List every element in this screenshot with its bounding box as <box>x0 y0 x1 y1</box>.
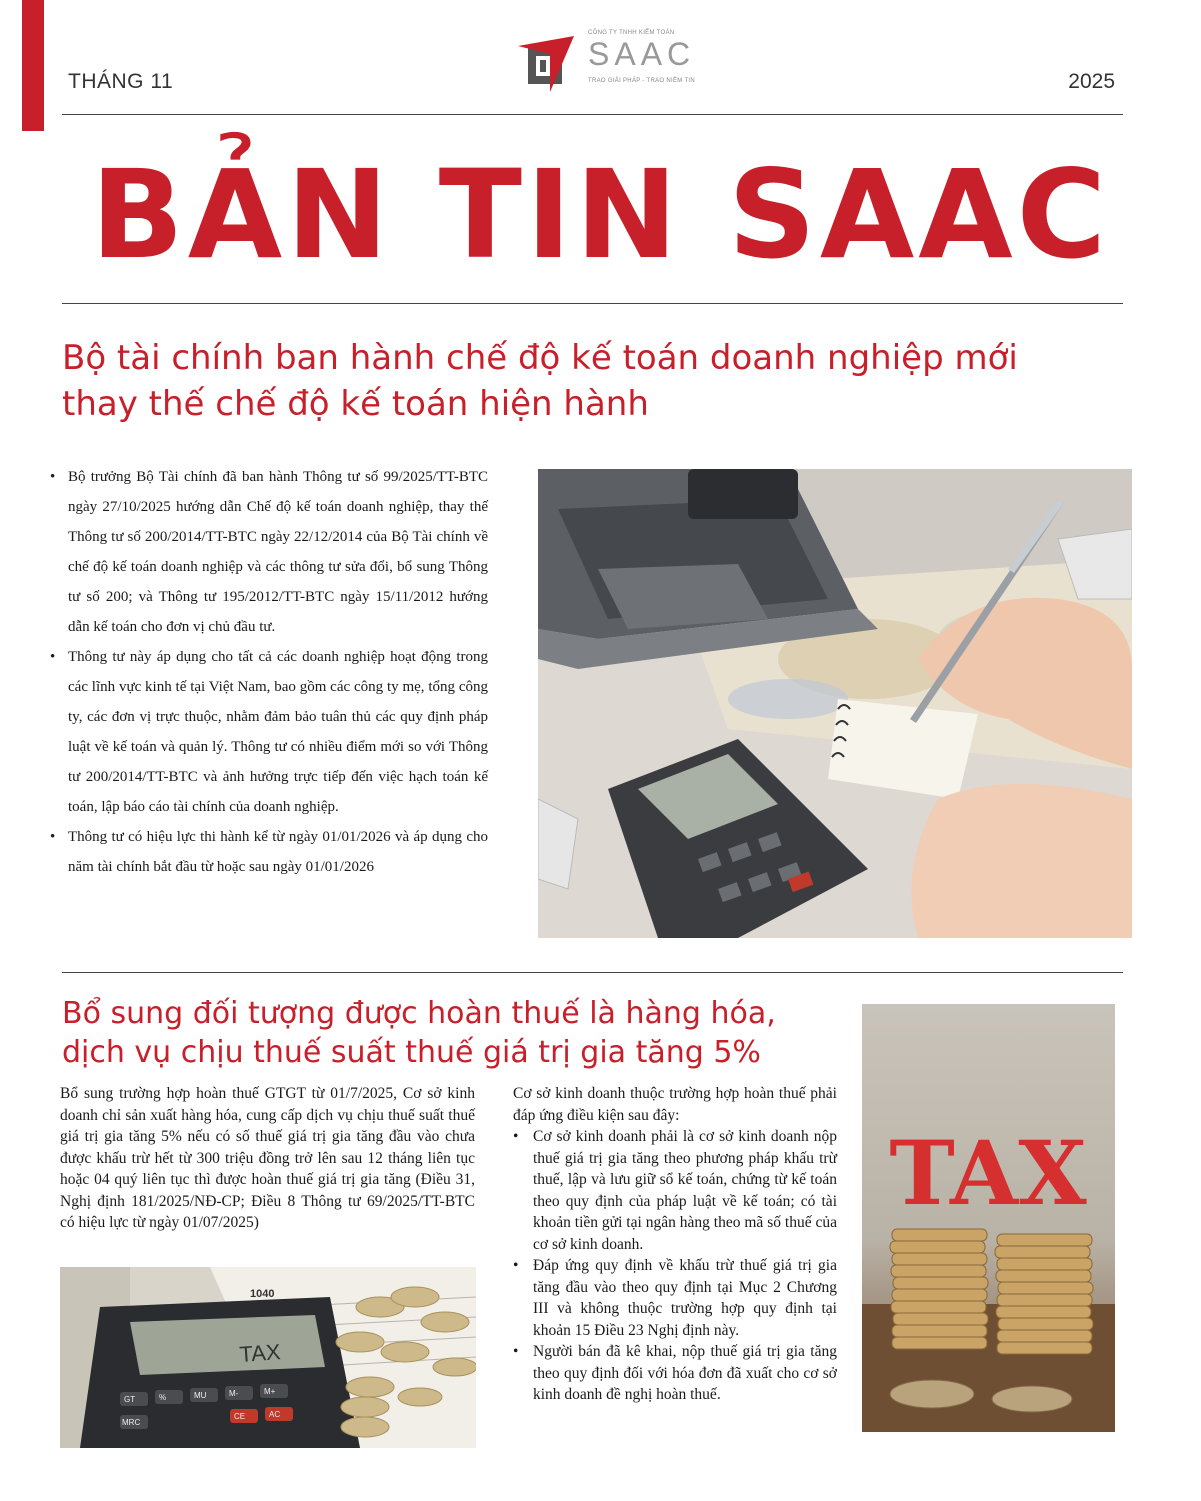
article1-heading-line1: Bộ tài chính ban hành chế độ kế toán doanh nghiệp mới <box>62 338 1018 378</box>
article2-heading <box>62 994 842 1072</box>
key-mu: MU <box>194 1391 207 1400</box>
issue-year: 2025 <box>1068 70 1115 93</box>
calculator-screen-text: TAX <box>238 1339 282 1367</box>
key-m-plus: M+ <box>264 1387 276 1396</box>
key-gt: GT <box>124 1395 136 1404</box>
condition-item: • Đáp ứng quy định về khấu trừ thuế giá trị gia tăng đầu vào theo quy định tại Mục 2 Chương III và không thuộc trường hợp quy định tại khoản 15 Điều 23 Nghị định này. <box>533 1255 837 1341</box>
title-divider <box>62 303 1123 304</box>
article2-paragraph: Bổ sung trường hợp hoàn thuế GTGT từ 01/7/2025, Cơ sở kinh doanh chỉ sản xuất hàng hóa, cung cấp dịch vụ chịu thuế suất thuế giá trị gia tăng 5% nếu có số thuế giá trị gia tăng đầu vào chưa được khấu trừ hết từ 300 triệu đồng trở lên sau 12 tháng liên tục hoặc 04 quý liên tục thì được hoàn thuế giá trị gia tăng (Điều 31, Nghị định 181/2025/NĐ-CP; Điều 8 Thông tư 69/2025/TT-BTC có hiệu lực từ ngày 01/07/2025) <box>60 1085 475 1231</box>
logo-name: SAAC <box>588 36 696 72</box>
article1-body <box>50 462 488 882</box>
accounting-photo <box>538 469 1132 938</box>
key-ac: AC <box>269 1410 281 1419</box>
tax-coins-photo <box>862 1004 1115 1432</box>
article1-bullet: • Bộ trưởng Bộ Tài chính đã ban hành Thông tư số 99/2025/TT-BTC ngày 27/10/2025 hướng dẫn Chế độ kế toán doanh nghiệp, thay thế Thông tư số 200/2014/TT-BTC ngày 22/12/2014 của Bộ Tài chính về chế độ kế toán doanh nghiệp và các thông tư sửa đổi, bổ sung Thông tư số 200; và Thông tư 195/2012/TT-BTC ngày 15/11/2012 hướng dẫn kế toán cho đơn vị chủ đầu tư. <box>68 462 488 642</box>
article2-conditions <box>513 1083 837 1406</box>
key-m-minus: M- <box>229 1389 239 1398</box>
key-mrc: MRC <box>122 1418 141 1427</box>
saac-logo-icon <box>516 34 578 94</box>
saac-logo <box>516 30 696 94</box>
tax-letters: TAX <box>889 1121 1087 1225</box>
logo-company-line: CÔNG TY TNHH KIỂM TOÁN <box>588 30 675 36</box>
condition-item: • Cơ sở kinh doanh phải là cơ sở kinh doanh nộp thuế giá trị gia tăng theo phương pháp khấu trừ thuế, lập và lưu giữ sổ kế toán, chứng từ kế toán theo quy định của pháp luật về kế toán; có tài khoản tiền gửi tại ngân hàng theo mã số thuế của cơ sở kinh doanh. <box>533 1126 837 1255</box>
newsletter-title: BẢN TIN SAAC <box>90 144 1111 286</box>
article1-heading-line2: thay thế chế độ kế toán hiện hành <box>62 384 649 424</box>
key-percent: % <box>159 1393 167 1402</box>
article1-heading <box>62 335 1172 427</box>
red-accent-bar <box>22 0 44 131</box>
article-divider <box>62 972 1123 973</box>
key-ce: CE <box>234 1412 246 1421</box>
issue-month: THÁNG 11 <box>68 70 174 93</box>
form-number: 1040 <box>250 1288 275 1300</box>
article1-bullet: • Thông tư có hiệu lực thi hành kể từ ngày 01/01/2026 và áp dụng cho năm tài chính bắt đầu từ hoặc sau ngày 01/01/2026 <box>68 822 488 882</box>
condition-item: • Người bán đã kê khai, nộp thuế giá trị gia tăng theo quy định đối với hóa đơn đã xuất cho cơ sở kinh doanh đề nghị hoàn thuế. <box>533 1341 837 1406</box>
tax-calculator-photo <box>60 1267 476 1448</box>
article2-heading-line2: dịch vụ chịu thuế suất thuế giá trị gia tăng 5% <box>62 1035 761 1070</box>
article2-heading-line1: Bổ sung đối tượng được hoàn thuế là hàng hóa, <box>62 996 776 1031</box>
logo-tagline: TRAO GIẢI PHÁP - TRAO NIỀM TIN <box>588 78 696 84</box>
article1-bullet: • Thông tư này áp dụng cho tất cả các doanh nghiệp hoạt động trong các lĩnh vực kinh tế tại Việt Nam, bao gồm các công ty mẹ, tổng công ty, các đơn vị trực thuộc, nhằm đảm bảo tuân thủ các quy định pháp luật về kế toán và quản lý. Thông tư có nhiều điểm mới so với Thông tư 200/2014/TT-BTC và ảnh hưởng trực tiếp đến việc hạch toán kế toán, lập báo cáo tài chính của doanh nghiệp. <box>68 642 488 822</box>
header-divider <box>62 114 1123 115</box>
conditions-intro: Cơ sở kinh doanh thuộc trường hợp hoàn thuế phải đáp ứng điều kiện sau đây: <box>513 1085 837 1124</box>
